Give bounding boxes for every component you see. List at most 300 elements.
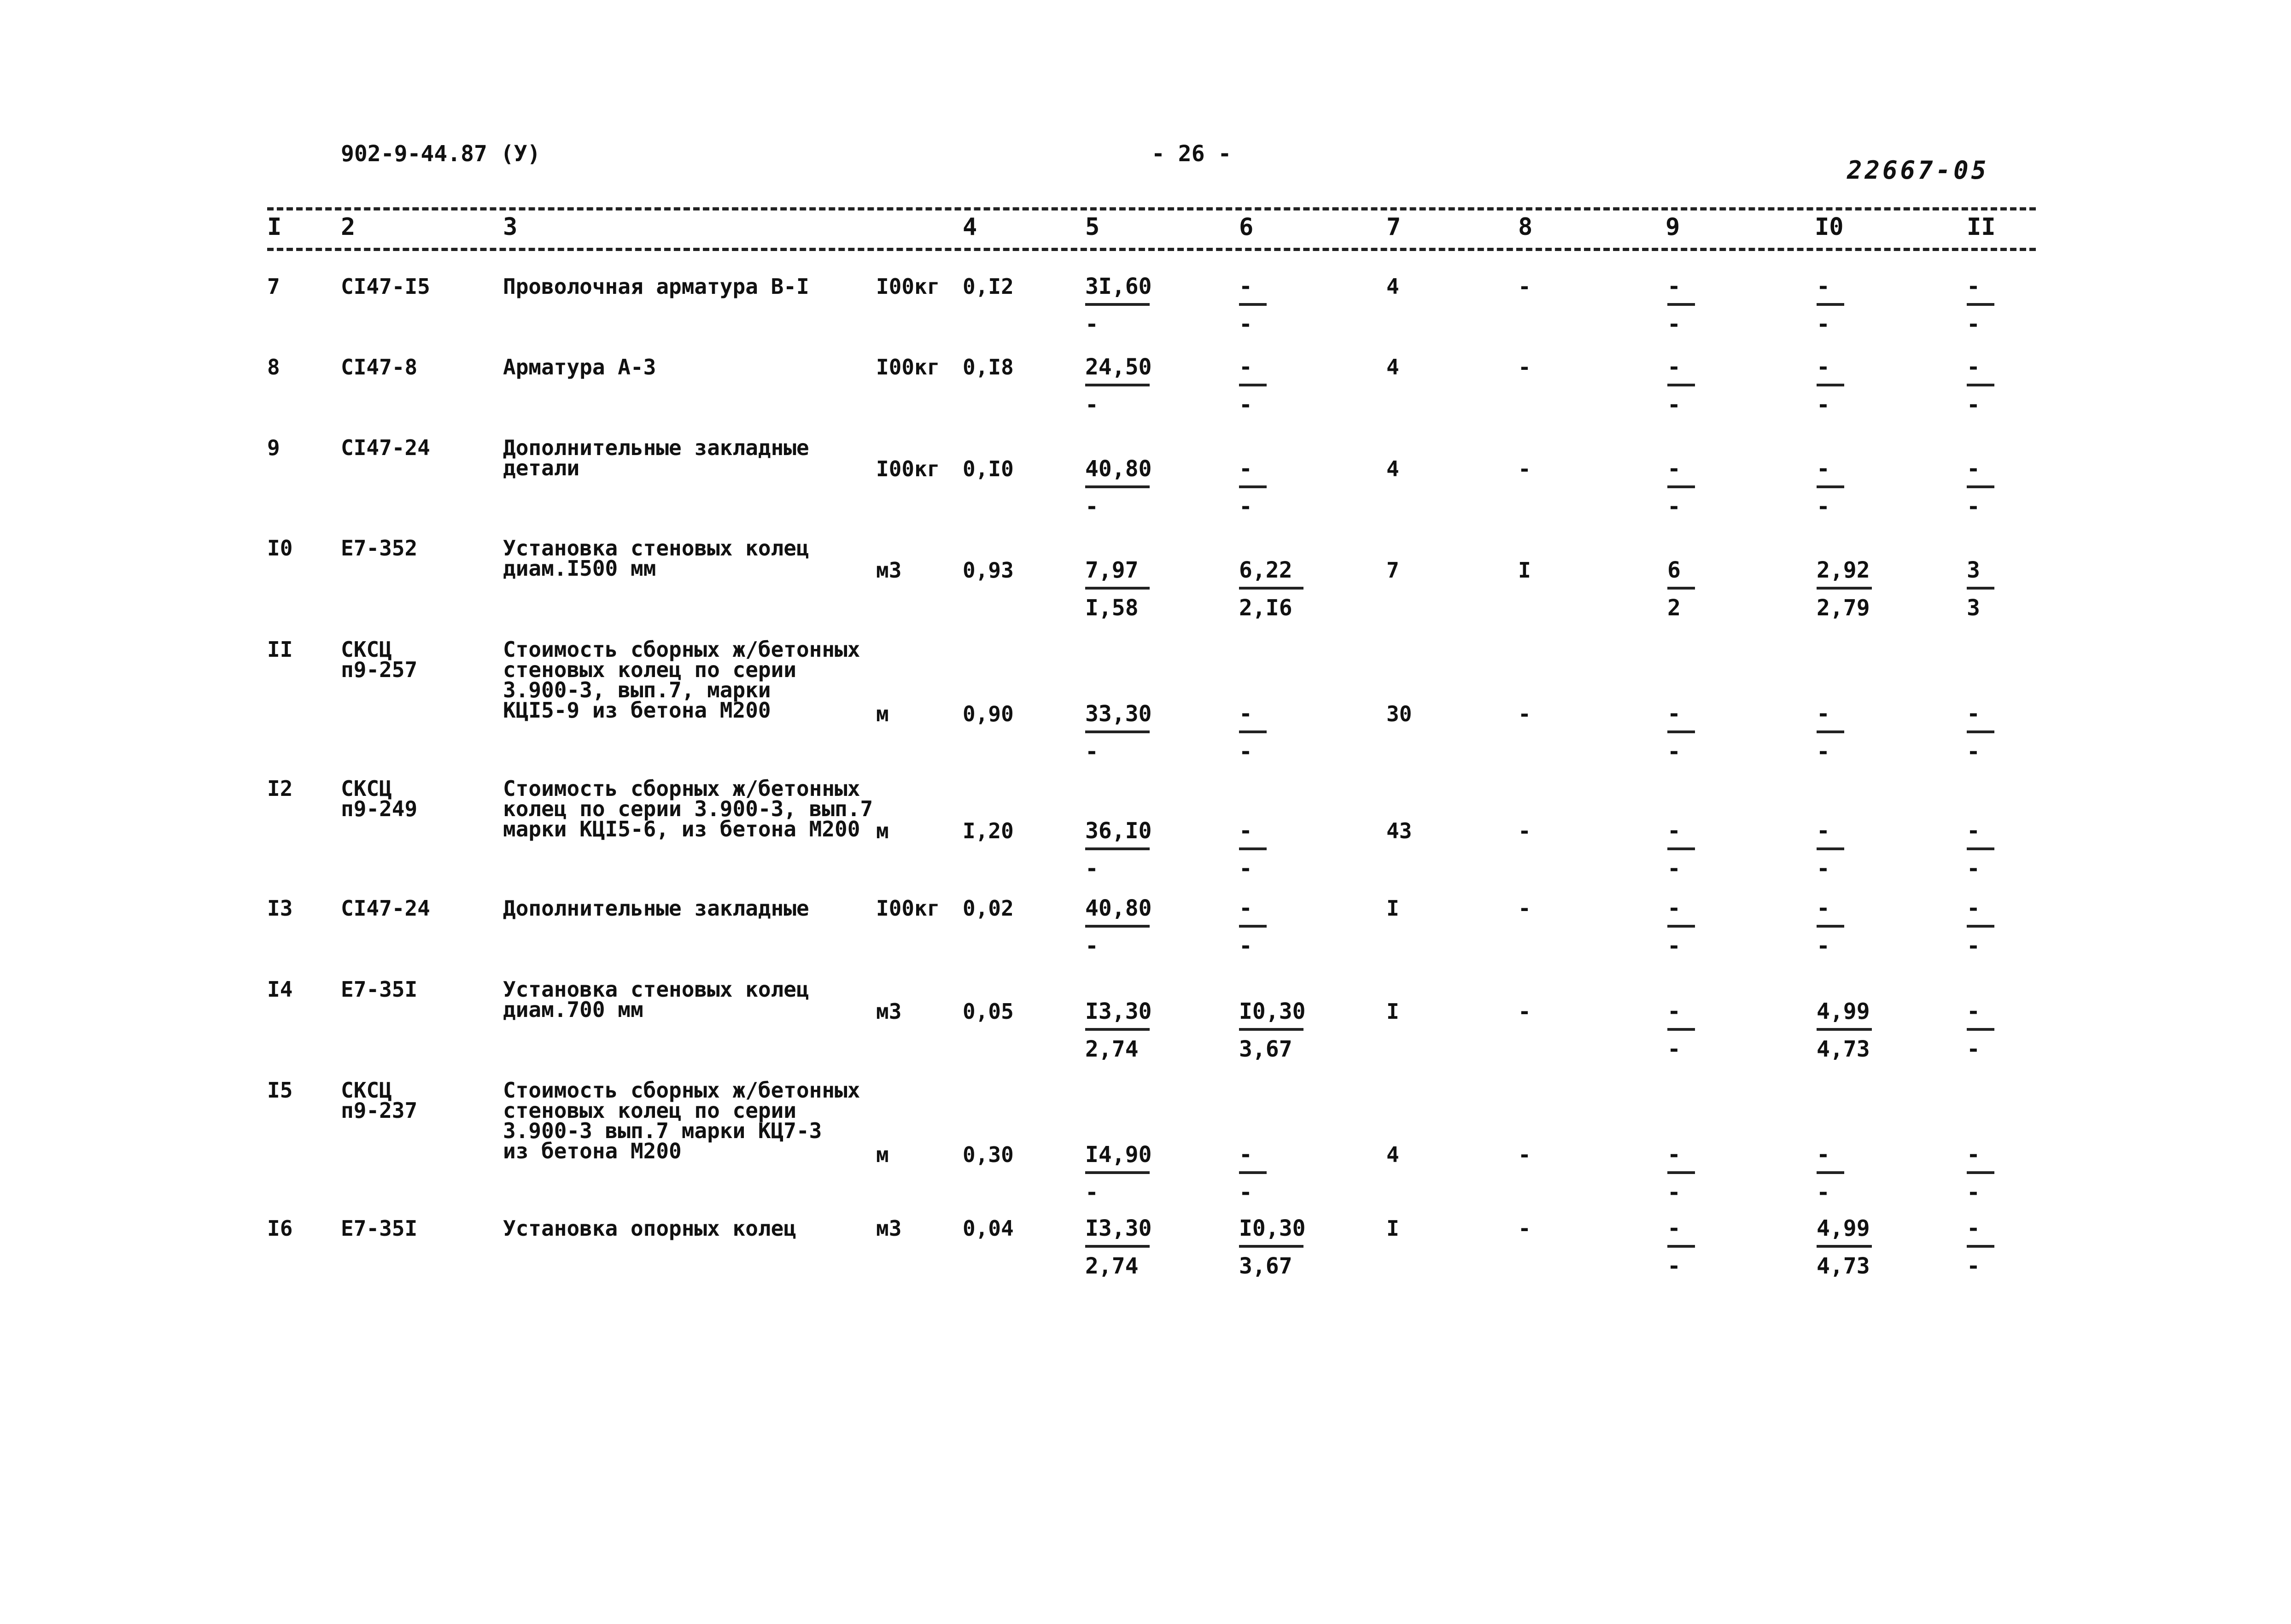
unit-of-measure: м3 — [876, 558, 902, 583]
fraction-bar — [1967, 847, 1994, 850]
fraction-numerator: I3,30 — [1085, 1215, 1152, 1241]
quantity: I,20 — [963, 818, 1014, 843]
unit-of-measure: I00кг — [876, 456, 940, 481]
fraction-denominator: I,58 — [1085, 595, 1139, 621]
fraction-numerator: 4,99 — [1817, 999, 1870, 1024]
cell-col7: 30 — [1386, 701, 1412, 726]
fraction-c9 — [1667, 896, 1695, 958]
fraction-denominator: - — [1667, 933, 1681, 959]
fraction-bar — [1667, 303, 1695, 306]
work-description-line: 3.900-3 вып.7 марки КЦ7-3 — [503, 1118, 822, 1143]
row-number: I3 — [267, 896, 293, 921]
work-description-line: Установка стеновых колец — [503, 536, 809, 561]
fraction-bar — [1817, 384, 1844, 386]
cell-col7: I — [1386, 896, 1399, 921]
fraction-numerator: - — [1817, 1142, 1830, 1168]
work-description-line: Дополнительные закладные — [503, 435, 809, 460]
fraction-bar — [1085, 1028, 1150, 1031]
fraction-denominator: 2,79 — [1817, 595, 1870, 621]
fraction-numerator: - — [1967, 999, 1980, 1024]
fraction-numerator: - — [1239, 895, 1252, 921]
cell-col8: - — [1518, 456, 1531, 481]
fraction-c11 — [1967, 702, 1994, 764]
work-description-line: детали — [503, 456, 580, 480]
fraction-bar — [1967, 1028, 1994, 1031]
fraction-bar — [1085, 485, 1150, 488]
cell-col8: - — [1518, 701, 1531, 726]
work-description-line: КЦI5-9 из бетона М200 — [503, 698, 771, 723]
fraction-bar — [1667, 485, 1695, 488]
row-number: 8 — [267, 355, 280, 380]
unit-of-measure: I00кг — [876, 896, 940, 921]
rate-code: E7-352 — [341, 536, 418, 561]
fraction-c10 — [1817, 275, 1844, 336]
cell-col8: - — [1518, 1142, 1531, 1167]
fraction-numerator: - — [1967, 1142, 1980, 1168]
fraction-numerator: - — [1239, 701, 1252, 727]
rate-code: п9-237 — [341, 1098, 418, 1123]
fraction-c9 — [1667, 702, 1695, 764]
column-header: 7 — [1386, 213, 1401, 241]
fraction-bar — [1817, 1028, 1872, 1031]
fraction-denominator: - — [1967, 392, 1980, 418]
work-description-line: колец по серии 3.900-3, вып.7 — [503, 796, 873, 821]
fraction-numerator: 4,99 — [1817, 1215, 1870, 1241]
fraction-c6 — [1239, 702, 1267, 764]
fraction-bar — [1817, 303, 1844, 306]
fraction-bar — [1085, 925, 1150, 928]
column-header: II — [1967, 213, 1996, 241]
fraction-numerator: 2,92 — [1817, 557, 1870, 583]
work-description-line: Стоимость сборных ж/бетонных — [503, 637, 860, 662]
fraction-denominator: - — [1239, 933, 1252, 959]
column-header: 2 — [341, 213, 356, 241]
rate-code: E7-35I — [341, 977, 418, 1002]
fraction-denominator: - — [1967, 494, 1980, 520]
work-description-line: Арматура А-3 — [503, 355, 656, 380]
fraction-numerator: - — [1817, 354, 1830, 380]
work-description-line: стеновых колец по серии — [503, 1098, 796, 1123]
fraction-denominator: - — [1967, 311, 1980, 337]
page-number: - 26 - — [1151, 141, 1232, 167]
fraction-denominator: - — [1817, 392, 1830, 418]
work-description-line: из бетона М200 — [503, 1139, 682, 1163]
cell-col8: - — [1518, 999, 1531, 1024]
fraction-numerator: 24,50 — [1085, 354, 1152, 380]
fraction-c10 — [1817, 457, 1844, 519]
fraction-denominator: - — [1667, 1036, 1681, 1062]
fraction-bar — [1817, 730, 1844, 733]
fraction-c9 — [1667, 1216, 1695, 1278]
fraction-denominator: - — [1667, 1253, 1681, 1279]
fraction-bar — [1239, 485, 1267, 488]
fraction-bar — [1085, 384, 1150, 386]
fraction-c5 — [1085, 1143, 1152, 1204]
row-number: 9 — [267, 435, 280, 460]
fraction-bar — [1239, 384, 1267, 386]
row-number: I0 — [267, 536, 293, 561]
fraction-c5 — [1085, 275, 1152, 336]
fraction-numerator: - — [1967, 701, 1980, 727]
archive-stamp: 22667-05 — [1847, 156, 1989, 185]
fraction-numerator: - — [1817, 818, 1830, 844]
fraction-c9 — [1667, 355, 1695, 417]
fraction-c6 — [1239, 1216, 1306, 1278]
quantity: 0,I2 — [963, 274, 1014, 299]
work-description-line: диам.I500 мм — [503, 556, 656, 581]
fraction-numerator: 40,80 — [1085, 456, 1152, 482]
fraction-bar — [1085, 1245, 1150, 1248]
fraction-c6 — [1239, 1143, 1267, 1204]
fraction-numerator: - — [1667, 701, 1681, 727]
fraction-c6 — [1239, 896, 1267, 958]
cell-col8: - — [1518, 1216, 1531, 1241]
fraction-denominator: - — [1817, 311, 1830, 337]
fraction-numerator: - — [1667, 1142, 1681, 1168]
fraction-bar — [1667, 730, 1695, 733]
fraction-denominator: 2 — [1667, 595, 1681, 621]
fraction-denominator: - — [1085, 311, 1099, 337]
fraction-c11 — [1967, 896, 1994, 958]
fraction-denominator: 2,I6 — [1239, 595, 1292, 621]
fraction-numerator: - — [1667, 818, 1681, 844]
fraction-c9 — [1667, 457, 1695, 519]
fraction-denominator: - — [1967, 856, 1980, 882]
fraction-denominator: 3,67 — [1239, 1253, 1292, 1279]
column-header: I0 — [1815, 213, 1844, 241]
work-description-line: Установка стеновых колец — [503, 977, 809, 1002]
fraction-bar — [1967, 303, 1994, 306]
fraction-denominator: - — [1667, 856, 1681, 882]
fraction-numerator: I3,30 — [1085, 999, 1152, 1024]
fraction-numerator: - — [1817, 456, 1830, 482]
quantity: 0,90 — [963, 701, 1014, 726]
row-number: I2 — [267, 776, 293, 801]
column-header: I — [267, 213, 282, 241]
quantity: 0,93 — [963, 558, 1014, 583]
fraction-numerator: - — [1239, 818, 1252, 844]
fraction-denominator: 3,67 — [1239, 1036, 1292, 1062]
unit-of-measure: м — [876, 701, 889, 726]
fraction-numerator: - — [1967, 895, 1980, 921]
column-header: 8 — [1518, 213, 1533, 241]
cell-col8: I — [1518, 558, 1531, 583]
fraction-c6 — [1239, 457, 1267, 519]
fraction-numerator: - — [1239, 456, 1252, 482]
unit-of-measure: I00кг — [876, 274, 940, 299]
work-description-line: Проволочная арматура В-I — [503, 274, 809, 299]
fraction-numerator: - — [1667, 1215, 1681, 1241]
document-code: 902-9-44.87 (У) — [341, 141, 541, 167]
fraction-numerator: - — [1239, 274, 1252, 299]
fraction-denominator: - — [1667, 311, 1681, 337]
fraction-numerator: - — [1967, 818, 1980, 844]
rate-code: СКСЦ — [341, 776, 392, 801]
row-number: II — [267, 637, 293, 662]
fraction-denominator: - — [1817, 494, 1830, 520]
fraction-c5 — [1085, 1216, 1152, 1278]
fraction-c9 — [1667, 999, 1695, 1061]
fraction-numerator: 36,I0 — [1085, 818, 1152, 844]
fraction-c11 — [1967, 999, 1994, 1061]
quantity: 0,05 — [963, 999, 1014, 1024]
cell-col7: 4 — [1386, 274, 1399, 299]
fraction-denominator: - — [1817, 1180, 1830, 1205]
fraction-numerator: 40,80 — [1085, 895, 1152, 921]
fraction-numerator: - — [1667, 895, 1681, 921]
fraction-bar — [1239, 847, 1267, 850]
fraction-c10 — [1817, 355, 1844, 417]
fraction-c5 — [1085, 702, 1152, 764]
fraction-denominator: - — [1667, 392, 1681, 418]
fraction-numerator: - — [1967, 1215, 1980, 1241]
fraction-c5 — [1085, 896, 1152, 958]
fraction-numerator: 3 — [1967, 557, 1980, 583]
rate-code: СКСЦ — [341, 637, 392, 662]
fraction-c6 — [1239, 275, 1267, 336]
rate-code: CI47-I5 — [341, 274, 430, 299]
column-header: 3 — [503, 213, 518, 241]
fraction-bar — [1817, 485, 1844, 488]
fraction-numerator: - — [1967, 456, 1980, 482]
fraction-bar — [1085, 303, 1150, 306]
unit-of-measure: м3 — [876, 999, 902, 1024]
row-number: I6 — [267, 1216, 293, 1241]
fraction-denominator: - — [1085, 933, 1099, 959]
fraction-c10 — [1817, 702, 1844, 764]
fraction-denominator: - — [1667, 1180, 1681, 1205]
work-description-line: стеновых колец по серии — [503, 657, 796, 682]
fraction-bar — [1239, 303, 1267, 306]
fraction-bar — [1967, 587, 1994, 590]
fraction-bar — [1817, 925, 1844, 928]
cell-col7: 4 — [1386, 456, 1399, 481]
fraction-denominator: - — [1239, 856, 1252, 882]
fraction-c5 — [1085, 999, 1152, 1061]
rate-code: СКСЦ — [341, 1078, 392, 1103]
cell-col7: 43 — [1386, 818, 1412, 843]
fraction-c10 — [1817, 1143, 1844, 1204]
fraction-denominator: - — [1967, 1253, 1980, 1279]
fraction-bar — [1667, 925, 1695, 928]
fraction-denominator: 3 — [1967, 595, 1980, 621]
fraction-c9 — [1667, 1143, 1695, 1204]
fraction-c6 — [1239, 558, 1303, 620]
cell-col8: - — [1518, 355, 1531, 380]
fraction-numerator: - — [1667, 999, 1681, 1024]
table-top-rule — [267, 207, 2036, 210]
fraction-numerator: I4,90 — [1085, 1142, 1152, 1168]
fraction-c6 — [1239, 819, 1267, 881]
fraction-numerator: - — [1667, 456, 1681, 482]
unit-of-measure: м — [876, 1142, 889, 1167]
cell-col8: - — [1518, 896, 1531, 921]
fraction-bar — [1239, 587, 1303, 590]
rate-code: п9-249 — [341, 796, 418, 821]
unit-of-measure: м — [876, 818, 889, 843]
fraction-bar — [1667, 1171, 1695, 1174]
fraction-numerator: - — [1239, 1142, 1252, 1168]
fraction-c11 — [1967, 1143, 1994, 1204]
quantity: 0,I0 — [963, 456, 1014, 481]
fraction-c11 — [1967, 355, 1994, 417]
cell-col7: 4 — [1386, 1142, 1399, 1167]
fraction-denominator: - — [1667, 739, 1681, 765]
work-description-line: марки КЦI5-6, из бетона М200 — [503, 817, 860, 841]
fraction-c11 — [1967, 819, 1994, 881]
fraction-numerator: - — [1967, 354, 1980, 380]
fraction-bar — [1085, 730, 1150, 733]
fraction-denominator: - — [1817, 739, 1830, 765]
fraction-numerator: - — [1817, 895, 1830, 921]
column-header: 6 — [1239, 213, 1254, 241]
fraction-bar — [1667, 847, 1695, 850]
fraction-c9 — [1667, 558, 1695, 620]
cell-col7: I — [1386, 999, 1399, 1024]
row-number: I5 — [267, 1078, 293, 1103]
fraction-numerator: I0,30 — [1239, 1215, 1306, 1241]
fraction-numerator: 3I,60 — [1085, 274, 1152, 299]
fraction-denominator: - — [1667, 494, 1681, 520]
fraction-denominator: - — [1239, 494, 1252, 520]
fraction-c10 — [1817, 999, 1872, 1061]
fraction-numerator: 33,30 — [1085, 701, 1152, 727]
rate-code: CI47-24 — [341, 896, 430, 921]
fraction-bar — [1085, 587, 1150, 590]
fraction-c11 — [1967, 275, 1994, 336]
fraction-c9 — [1667, 819, 1695, 881]
fraction-denominator: - — [1085, 856, 1099, 882]
fraction-denominator: - — [1967, 1036, 1980, 1062]
fraction-bar — [1085, 1171, 1150, 1174]
work-description-line: диам.700 мм — [503, 997, 643, 1022]
fraction-bar — [1967, 730, 1994, 733]
fraction-c6 — [1239, 355, 1267, 417]
fraction-c5 — [1085, 355, 1152, 417]
fraction-numerator: - — [1817, 274, 1830, 299]
fraction-bar — [1667, 1028, 1695, 1031]
fraction-numerator: - — [1817, 701, 1830, 727]
unit-of-measure: м3 — [876, 1216, 902, 1241]
fraction-bar — [1667, 1245, 1695, 1248]
fraction-bar — [1239, 1245, 1303, 1248]
fraction-denominator: - — [1085, 1180, 1099, 1205]
rate-code: CI47-24 — [341, 435, 430, 460]
fraction-bar — [1817, 1171, 1844, 1174]
fraction-numerator: - — [1667, 354, 1681, 380]
fraction-c10 — [1817, 896, 1844, 958]
fraction-c5 — [1085, 457, 1152, 519]
row-number: 7 — [267, 274, 280, 299]
cell-col8: - — [1518, 274, 1531, 299]
fraction-c9 — [1667, 275, 1695, 336]
fraction-denominator: - — [1817, 933, 1830, 959]
fraction-bar — [1817, 1245, 1872, 1248]
fraction-denominator: - — [1967, 1180, 1980, 1205]
fraction-denominator: 4,73 — [1817, 1253, 1870, 1279]
fraction-denominator: - — [1817, 856, 1830, 882]
row-number: I4 — [267, 977, 293, 1002]
fraction-numerator: - — [1667, 274, 1681, 299]
column-header: 9 — [1666, 213, 1680, 241]
fraction-bar — [1817, 847, 1844, 850]
fraction-denominator: - — [1085, 392, 1099, 418]
fraction-c11 — [1967, 558, 1994, 620]
quantity: 0,02 — [963, 896, 1014, 921]
cell-col8: - — [1518, 818, 1531, 843]
fraction-denominator: - — [1239, 739, 1252, 765]
quantity: 0,I8 — [963, 355, 1014, 380]
fraction-bar — [1085, 847, 1150, 850]
fraction-c10 — [1817, 1216, 1872, 1278]
fraction-bar — [1239, 730, 1267, 733]
fraction-denominator: - — [1239, 392, 1252, 418]
work-description-line: Стоимость сборных ж/бетонных — [503, 776, 860, 801]
fraction-bar — [1967, 1245, 1994, 1248]
cell-col7: I — [1386, 1216, 1399, 1241]
fraction-c5 — [1085, 558, 1150, 620]
fraction-numerator: 6 — [1667, 557, 1681, 583]
work-description-line: Дополнительные закладные — [503, 896, 809, 921]
fraction-bar — [1239, 925, 1267, 928]
fraction-denominator: 2,74 — [1085, 1253, 1139, 1279]
fraction-c10 — [1817, 558, 1872, 620]
fraction-denominator: - — [1239, 1180, 1252, 1205]
fraction-denominator: - — [1967, 739, 1980, 765]
fraction-c6 — [1239, 999, 1306, 1061]
work-description-line: Стоимость сборных ж/бетонных — [503, 1078, 860, 1103]
fraction-denominator: 2,74 — [1085, 1036, 1139, 1062]
work-description-line: Установка опорных колец — [503, 1216, 796, 1241]
rate-code: E7-35I — [341, 1216, 418, 1241]
fraction-c11 — [1967, 457, 1994, 519]
quantity: 0,04 — [963, 1216, 1014, 1241]
fraction-numerator: 6,22 — [1239, 557, 1292, 583]
fraction-numerator: - — [1967, 274, 1980, 299]
fraction-bar — [1967, 384, 1994, 386]
cell-col7: 7 — [1386, 558, 1399, 583]
fraction-bar — [1967, 485, 1994, 488]
rate-code: CI47-8 — [341, 355, 418, 380]
column-header: 4 — [963, 213, 977, 241]
fraction-denominator: - — [1085, 494, 1099, 520]
fraction-bar — [1967, 925, 1994, 928]
fraction-denominator: - — [1239, 311, 1252, 337]
column-header: 5 — [1085, 213, 1100, 241]
table-header-rule — [267, 248, 2036, 251]
quantity: 0,30 — [963, 1142, 1014, 1167]
fraction-bar — [1667, 587, 1695, 590]
fraction-denominator: - — [1085, 739, 1099, 765]
fraction-denominator: - — [1967, 933, 1980, 959]
fraction-numerator: 7,97 — [1085, 557, 1139, 583]
fraction-bar — [1239, 1028, 1303, 1031]
fraction-numerator: - — [1239, 354, 1252, 380]
fraction-c5 — [1085, 819, 1152, 881]
fraction-numerator: I0,30 — [1239, 999, 1306, 1024]
fraction-denominator: 4,73 — [1817, 1036, 1870, 1062]
cell-col7: 4 — [1386, 355, 1399, 380]
work-description-line: 3.900-3, вып.7, марки — [503, 678, 771, 702]
fraction-bar — [1967, 1171, 1994, 1174]
rate-code: п9-257 — [341, 657, 418, 682]
fraction-c11 — [1967, 1216, 1994, 1278]
unit-of-measure: I00кг — [876, 355, 940, 380]
fraction-bar — [1239, 1171, 1267, 1174]
fraction-bar — [1667, 384, 1695, 386]
fraction-c10 — [1817, 819, 1844, 881]
fraction-bar — [1817, 587, 1872, 590]
